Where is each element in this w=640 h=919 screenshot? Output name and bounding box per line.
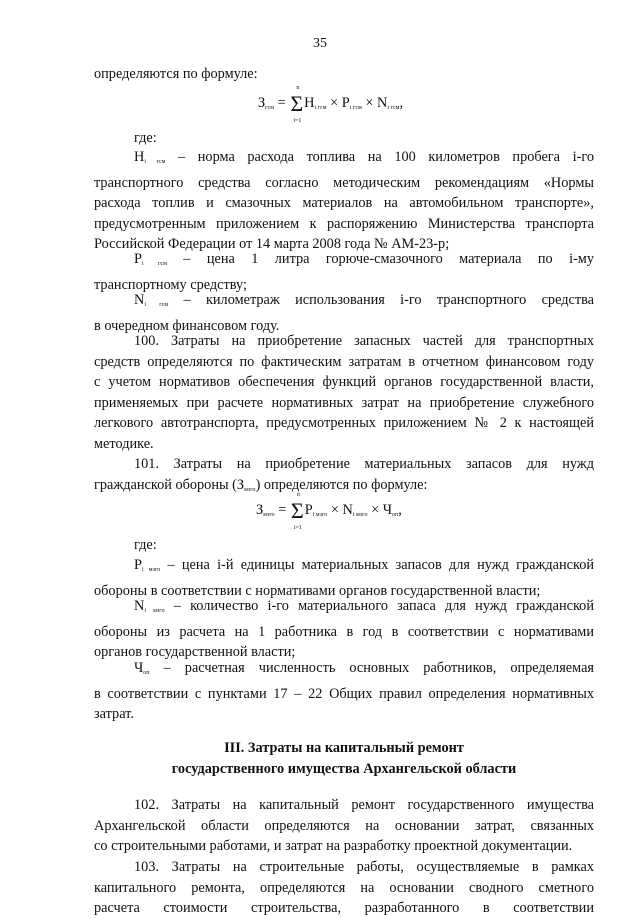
formula-civil-defense: $З_{мзго} = \Sigma$ n i=1 $Р_{i мзго} \times N_{i мзго} \times Ч_{оп}$, xyxy=(256,492,402,531)
definition-fuel-norm: $Н_{i гсм}$ – норма расхода топлива на 100 километров пробега i-го транспортного средства согласно методическим рекомендациям «Нормы расхода топлив и смазочных материалов на автомобильном транспорте», предусмотренным приложением к распоряжению Министерства транспорта Российской Федерации от 14 марта 2008 года № АМ-23-р; xyxy=(94,149,594,252)
definition-fuel-price: $Р_{i гсм}$ – цена 1 литра горюче-смазочного материала по i-му транспортному средству; xyxy=(94,251,594,293)
paragraph-100: 100. Затраты на приобретение запасных частей для транспортных средств определяются по фактическим затратам в отчетном финансовом году с учетом нормативов обеспечения функций органов государственной власти, применяемых при расчете нормативных затрат на приобретение служебного легкового автотранспорта, предусмотренных приложением № 2 к настоящей методике. xyxy=(94,333,594,452)
formula-fuel: $З_{гсм} = \Sigma$ n i=1 $Н_{i гсм} \times Р_{i гсм} \times N_{i гсм}$, xyxy=(258,85,404,124)
sum-icon: Σ n i=1 xyxy=(290,85,304,124)
intro-line: определяются по формуле: xyxy=(94,66,258,82)
definition-mileage: $N_{i гсм}$ – километраж использования i-го транспортного средства в очередном финансовом году. xyxy=(94,292,594,334)
paragraph-101: 101. Затраты на приобретение материальных запасов для нужд гражданской обороны $(З_{мзго})$ определяются по формуле: xyxy=(94,456,594,493)
sum-icon: Σ n i=1 xyxy=(290,492,304,531)
section-heading: III. Затраты на капитальный ремонт государственного имущества Архангельской области xyxy=(171,740,517,777)
where-label-2: где: xyxy=(134,537,157,553)
where-label-1: где: xyxy=(134,130,157,146)
definition-material-quantity: $N_{i мзго}$ – количество i-го материального запаса для нужд гражданской обороны из расчета на 1 работника в год в соответствии с нормативами органов государственной власти; xyxy=(94,598,594,660)
paragraph-102: 102. Затраты на капитальный ремонт государственного имущества Архангельской области определяются на основании затрат, связанных со строительными работами, и затрат на разработку проектной документации. xyxy=(94,797,594,854)
definition-material-price: $Р_{i мзго}$ – цена i-й единицы материальных запасов для нужд гражданской обороны в соответствии с нормативами органов государственной власти; xyxy=(94,557,594,599)
definition-headcount: $Ч_{оп}$ – расчетная численность основных работников, определяемая в соответствии с пунктами 17 – 22 Общих правил определения нормативных затрат. xyxy=(94,660,594,722)
page-number: 35 xyxy=(313,36,327,51)
paragraph-103: 103. Затраты на строительные работы, осуществляемые в рамках капитального ремонта, определяются на основании сводного сметного расчета стоимости строительства, разработанного в соответствии xyxy=(94,859,594,916)
